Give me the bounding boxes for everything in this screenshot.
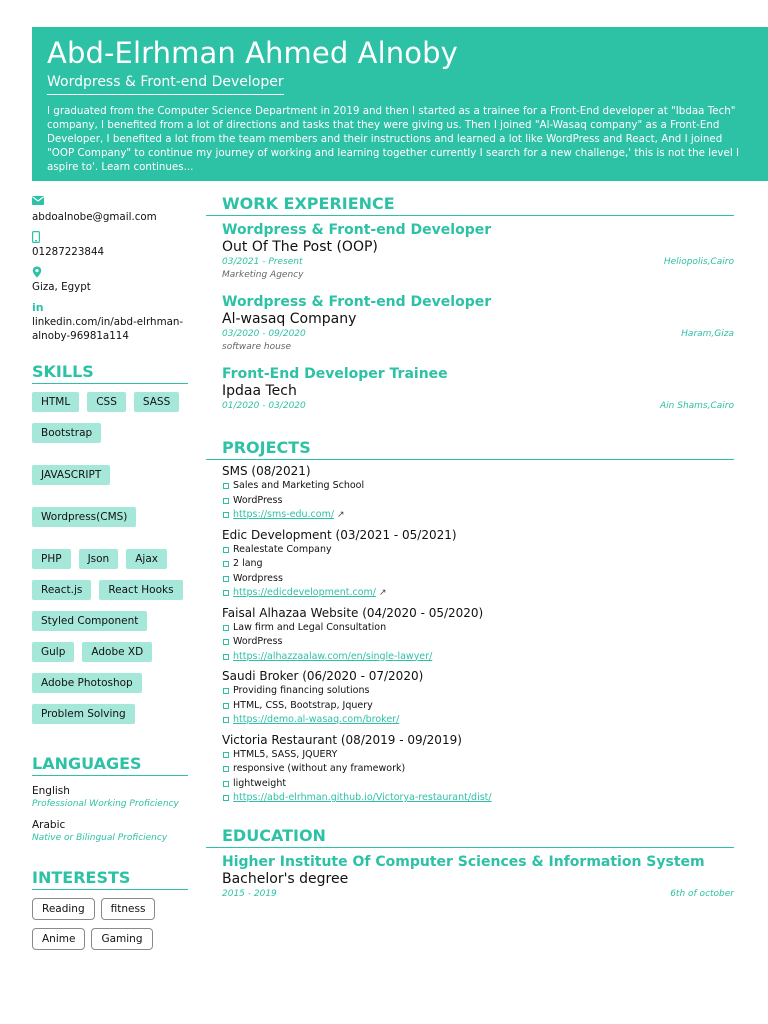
email-text[interactable]: abdoalnobe@gmail.com [32,211,157,223]
work-location: Ain Shams,Cairo [660,401,734,411]
project-point: Providing financing solutions [222,684,734,699]
project-point: Law firm and Legal Consultation [222,621,734,636]
education-meta [222,888,734,901]
external-link-icon[interactable]: ↗ [378,588,387,598]
languages-heading: LANGUAGES [32,754,188,776]
skill-tag: PHP [32,549,71,569]
external-link-icon[interactable]: ↗ [337,510,345,520]
project-point: Realestate Company [222,543,734,558]
project-title: Victoria Restaurant (08/2019 - 09/2019) [222,732,462,747]
phone-icon [32,231,188,245]
skills-heading: SKILLS [32,362,188,384]
work-note: Marketing Agency [222,270,304,280]
project-entry [206,528,734,601]
project-point: HTML, CSS, Bootstrap, Jquery [222,699,734,714]
interest-tag: Anime [32,928,85,950]
education-location: 6th of october [670,888,734,899]
work-meta [222,328,734,341]
project-link[interactable]: https://sms-edu.com/ [233,509,335,520]
work-note: software house [222,342,292,352]
skill-tag: Adobe XD [82,642,152,662]
project-title: Edic Development (03/2021 - 05/2021) [222,527,457,542]
project-link-item [222,586,734,601]
header-banner [32,27,768,181]
project-link[interactable]: https://edicdevelopment.com/ [233,587,376,598]
project-entry [206,669,734,728]
work-role: Wordpress & Front-end Developer [222,294,492,310]
project-link[interactable]: https://abd-elrhman.github.io/Victorya-restaurant/dist/ [233,792,492,803]
project-point: lightweight [222,777,734,792]
interests-list [32,898,188,950]
contact-email [32,196,188,224]
work-dates: 03/2021 - Present [222,257,303,267]
contact-linkedin [32,301,188,343]
project-link-item [222,713,734,728]
interest-tag: fitness [101,898,156,920]
work-entry [206,294,734,354]
work-role: Front-End Developer Trainee [222,366,448,382]
contact-phone [32,231,188,259]
education-dates: 2015 - 2019 [222,888,277,899]
work-company: Ipdaa Tech [222,383,297,399]
language-level: Native or Bilingual Proficiency [32,833,168,843]
location-text: Giza, Egypt [32,281,91,293]
project-link[interactable]: https://alhazzaalaw.com/en/single-lawyer/ [233,650,433,662]
project-link[interactable]: https://demo.al-wasaq.com/broker/ [233,714,400,725]
project-point: HTML5, SASS, JQUERY [222,748,734,763]
linkedin-text[interactable]: linkedin.com/in/abd-elrhman-alnoby-96981a114 [32,316,184,342]
right-column [206,194,734,901]
project-title: SMS (08/2021) [222,464,311,478]
projects-heading: PROJECTS [206,438,734,460]
project-link-item [222,650,734,665]
skill-tag: React Hooks [99,580,182,600]
skill-tag: Styled Component [32,611,147,631]
linkedin-icon: in [32,301,44,314]
education-degree: Bachelor's degree [222,870,349,887]
project-entry [206,606,734,665]
language-level: Professional Working Proficiency [32,799,179,809]
interest-tag: Gaming [91,928,152,950]
skills-list [32,392,188,724]
project-point: WordPress [222,494,734,509]
summary-text: I graduated from the Computer Science Department in 2019 and then I started as a trainee for a Front-End developer at "Ibdaa Tech" company, I benefited from a lot of directions and tasks that they were giving us. Then I joined "Al-Wasaq company" as a Front-End Developer, I benefited a lot from the team members and their instructions and learned a lot like WordPress and React, And I joined "OOP Company" to continue my journey of working and learning together currently I search for a new challenge,' this is not the level I aspire to'. Learn continues... [47,105,740,173]
skill-tag: Bootstrap [32,423,101,443]
skill-tag: CSS [87,392,126,412]
language-name: English [32,785,70,797]
envelope-icon [32,196,188,210]
interests-heading: INTERESTS [32,868,188,890]
location-pin-icon [32,266,188,280]
education-heading: EDUCATION [206,826,734,848]
work-company: Al-wasaq Company [222,311,357,327]
skill-tag: Json [79,549,119,569]
project-link-item [222,791,734,806]
language-item [32,784,188,811]
work-location: Heliopolis,Cairo [663,257,734,267]
interest-tag: Reading [32,898,95,920]
skill-tag: JAVASCRIPT [32,465,110,485]
work-company: Out Of The Post (OOP) [222,239,378,255]
project-entry [206,733,734,806]
project-title: Faisal Alhazaa Website (04/2020 - 05/2020) [222,605,484,620]
skill-tag: React.js [32,580,91,600]
work-entry [206,366,734,413]
candidate-name: Abd-Elrhman Ahmed Alnoby [47,36,458,70]
project-point: Wordpress [222,572,734,587]
project-link-item [222,508,734,523]
skill-tag: Ajax [126,549,167,569]
project-point: responsive (without any framework) [222,762,734,777]
education-entry [206,854,734,901]
work-entry [206,222,734,282]
work-role: Wordpress & Front-end Developer [222,222,492,238]
skill-tag: Problem Solving [32,704,135,724]
work-dates: 01/2020 - 03/2020 [222,401,306,411]
project-point: WordPress [222,635,734,650]
left-column [32,196,188,950]
contact-location [32,266,188,294]
work-meta [222,256,734,269]
education-school: Higher Institute Of Computer Sciences & Information System [222,853,705,870]
skill-tag: Gulp [32,642,74,662]
project-point: Sales and Marketing School [222,479,734,494]
project-point: 2 lang [222,557,734,572]
skill-tag: SASS [134,392,179,412]
language-item [32,818,188,845]
work-dates: 03/2020 - 09/2020 [222,329,306,339]
skill-tag: Wordpress(CMS) [32,507,136,527]
language-name: Arabic [32,819,66,831]
project-title: Saudi Broker (06/2020 - 07/2020) [222,669,424,683]
work-meta [222,400,734,413]
work-heading: WORK EXPERIENCE [206,194,734,216]
skill-tag: HTML [32,392,79,412]
project-entry [206,464,734,523]
job-title: Wordpress & Front-end Developer [47,74,284,95]
phone-text[interactable]: 01287223844 [32,246,105,258]
skill-tag: Adobe Photoshop [32,673,142,693]
work-location: Haram,Giza [681,329,734,339]
